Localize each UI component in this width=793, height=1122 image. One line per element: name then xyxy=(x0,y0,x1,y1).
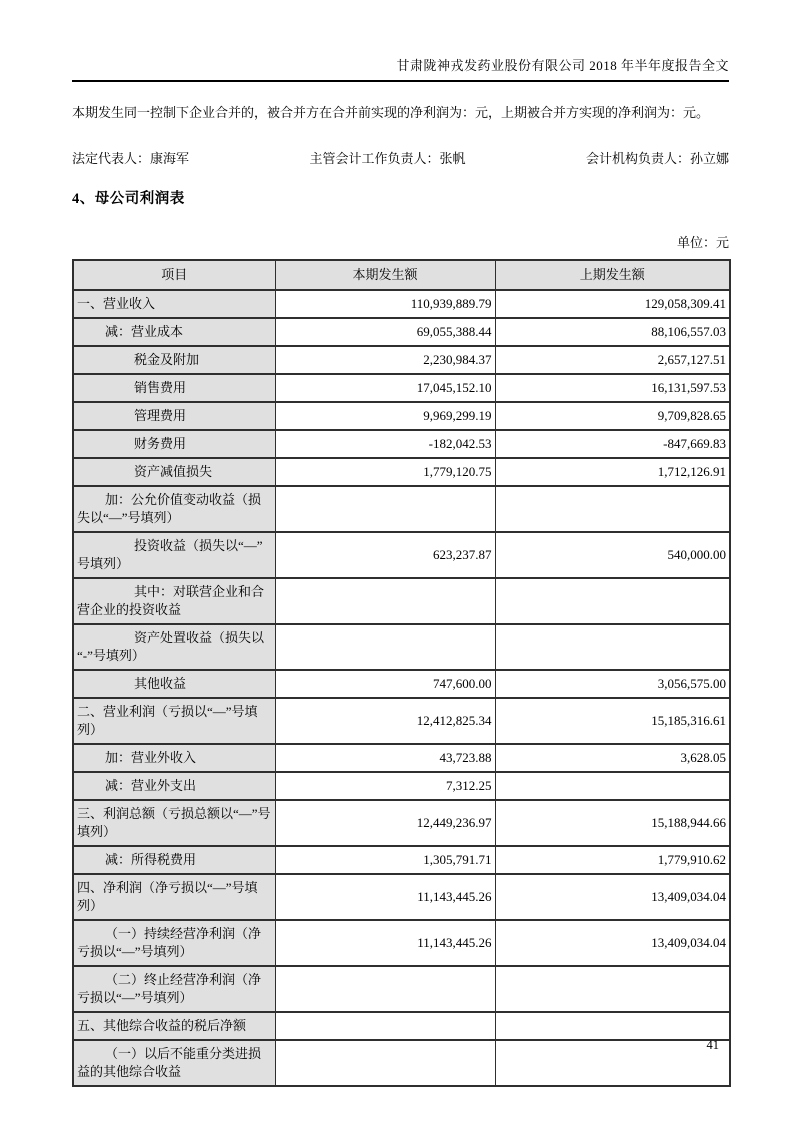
table-row xyxy=(73,846,730,874)
page-header xyxy=(72,55,729,82)
row-prior-period-value xyxy=(495,1012,730,1040)
row-label: 加：营业外收入 xyxy=(73,744,275,772)
table-row xyxy=(73,318,730,346)
row-label: （二）终止经营净利润（净亏损以“—”号填列） xyxy=(73,966,275,1012)
row-prior-period-value xyxy=(495,1040,730,1086)
row-label: 减：所得税费用 xyxy=(73,846,275,874)
row-current-period-value: 12,412,825.34 xyxy=(275,698,495,744)
row-prior-period-value: 13,409,034.04 xyxy=(495,874,730,920)
row-current-period-value xyxy=(275,486,495,532)
row-prior-period-value xyxy=(495,486,730,532)
table-row xyxy=(73,624,730,670)
income-statement-table xyxy=(72,259,731,1087)
row-label: 管理费用 xyxy=(73,402,275,430)
unit-label: 单位：元 xyxy=(676,234,729,250)
row-current-period-value xyxy=(275,624,495,670)
table-row xyxy=(73,1012,730,1040)
legal-representative-label: 法定代表人：康海军 xyxy=(72,150,190,166)
row-current-period-value: 7,312.25 xyxy=(275,772,495,800)
section-title: 4、母公司利润表 xyxy=(72,190,185,207)
row-current-period-value: 69,055,388.44 xyxy=(275,318,495,346)
merger-note-paragraph: 本期发生同一控制下企业合并的，被合并方在合并前实现的净利润为：元，上期被合并方实现的净利润为：元。 xyxy=(72,105,710,120)
row-prior-period-value: 540,000.00 xyxy=(495,532,730,578)
row-prior-period-value xyxy=(495,578,730,624)
row-prior-period-value: 88,106,557.03 xyxy=(495,318,730,346)
table-row xyxy=(73,920,730,966)
row-current-period-value xyxy=(275,1012,495,1040)
table-row xyxy=(73,430,730,458)
row-current-period-value: 11,143,445.26 xyxy=(275,920,495,966)
table-row xyxy=(73,670,730,698)
row-current-period-value xyxy=(275,966,495,1012)
column-header-item: 项目 xyxy=(73,260,275,290)
row-label: 三、利润总额（亏损总额以“—”号填列） xyxy=(73,800,275,846)
row-label: 四、净利润（净亏损以“—”号填列） xyxy=(73,874,275,920)
table-row xyxy=(73,800,730,846)
table-row xyxy=(73,744,730,772)
accounting-department-head-label: 会计机构负责人：孙立娜 xyxy=(585,150,729,166)
row-prior-period-value: 3,628.05 xyxy=(495,744,730,772)
row-current-period-value: 1,305,791.71 xyxy=(275,846,495,874)
page-number: 41 xyxy=(706,1038,719,1052)
row-current-period-value xyxy=(275,578,495,624)
row-prior-period-value: 15,188,944.66 xyxy=(495,800,730,846)
row-label: 其中：对联营企业和合营企业的投资收益 xyxy=(73,578,275,624)
row-label: 加：公允价值变动收益（损失以“—”号填列） xyxy=(73,486,275,532)
column-header-current-period: 本期发生额 xyxy=(275,260,495,290)
chief-accountant-label: 主管会计工作负责人：张帆 xyxy=(309,150,466,166)
row-label: 一、营业收入 xyxy=(73,290,275,318)
table-row xyxy=(73,874,730,920)
row-prior-period-value: 129,058,309.41 xyxy=(495,290,730,318)
row-current-period-value: 2,230,984.37 xyxy=(275,346,495,374)
row-label: 其他收益 xyxy=(73,670,275,698)
row-prior-period-value xyxy=(495,772,730,800)
row-current-period-value: 43,723.88 xyxy=(275,744,495,772)
row-prior-period-value: 13,409,034.04 xyxy=(495,920,730,966)
column-header-prior-period: 上期发生额 xyxy=(495,260,730,290)
page-content xyxy=(72,0,729,1087)
row-prior-period-value: 9,709,828.65 xyxy=(495,402,730,430)
row-current-period-value: 12,449,236.97 xyxy=(275,800,495,846)
table-row xyxy=(73,486,730,532)
row-label: 销售费用 xyxy=(73,374,275,402)
signatories-row xyxy=(72,148,729,167)
row-label: 减：营业成本 xyxy=(73,318,275,346)
row-prior-period-value xyxy=(495,966,730,1012)
row-prior-period-value: 15,185,316.61 xyxy=(495,698,730,744)
income-statement-body xyxy=(73,290,730,1086)
table-row xyxy=(73,698,730,744)
table-row xyxy=(73,532,730,578)
row-label: （一）以后不能重分类进损益的其他综合收益 xyxy=(73,1040,275,1086)
row-current-period-value: 110,939,889.79 xyxy=(275,290,495,318)
table-row xyxy=(73,458,730,486)
table-row xyxy=(73,290,730,318)
row-current-period-value: 9,969,299.19 xyxy=(275,402,495,430)
row-current-period-value xyxy=(275,1040,495,1086)
page-header-title: 甘肃陇神戎发药业股份有限公司 2018 年半年度报告全文 xyxy=(396,58,729,73)
row-label: 五、其他综合收益的税后净额 xyxy=(73,1012,275,1040)
table-row xyxy=(73,966,730,1012)
table-row xyxy=(73,374,730,402)
row-current-period-value: 747,600.00 xyxy=(275,670,495,698)
row-prior-period-value xyxy=(495,624,730,670)
row-current-period-value: 17,045,152.10 xyxy=(275,374,495,402)
row-label: 二、营业利润（亏损以“—”号填列） xyxy=(73,698,275,744)
row-label: 财务费用 xyxy=(73,430,275,458)
row-label: 税金及附加 xyxy=(73,346,275,374)
table-row xyxy=(73,346,730,374)
row-current-period-value: 11,143,445.26 xyxy=(275,874,495,920)
row-label: （一）持续经营净利润（净亏损以“—”号填列） xyxy=(73,920,275,966)
row-label: 投资收益（损失以“—”号填列） xyxy=(73,532,275,578)
table-row xyxy=(73,1040,730,1086)
table-row xyxy=(73,772,730,800)
row-prior-period-value: 1,779,910.62 xyxy=(495,846,730,874)
table-header-row xyxy=(73,260,730,290)
row-prior-period-value: 1,712,126.91 xyxy=(495,458,730,486)
table-row xyxy=(73,402,730,430)
row-prior-period-value: 16,131,597.53 xyxy=(495,374,730,402)
row-current-period-value: -182,042.53 xyxy=(275,430,495,458)
row-label: 资产减值损失 xyxy=(73,458,275,486)
row-prior-period-value: 3,056,575.00 xyxy=(495,670,730,698)
row-current-period-value: 623,237.87 xyxy=(275,532,495,578)
row-prior-period-value: -847,669.83 xyxy=(495,430,730,458)
table-row xyxy=(73,578,730,624)
row-label: 减：营业外支出 xyxy=(73,772,275,800)
row-current-period-value: 1,779,120.75 xyxy=(275,458,495,486)
row-label: 资产处置收益（损失以“-”号填列） xyxy=(73,624,275,670)
row-prior-period-value: 2,657,127.51 xyxy=(495,346,730,374)
